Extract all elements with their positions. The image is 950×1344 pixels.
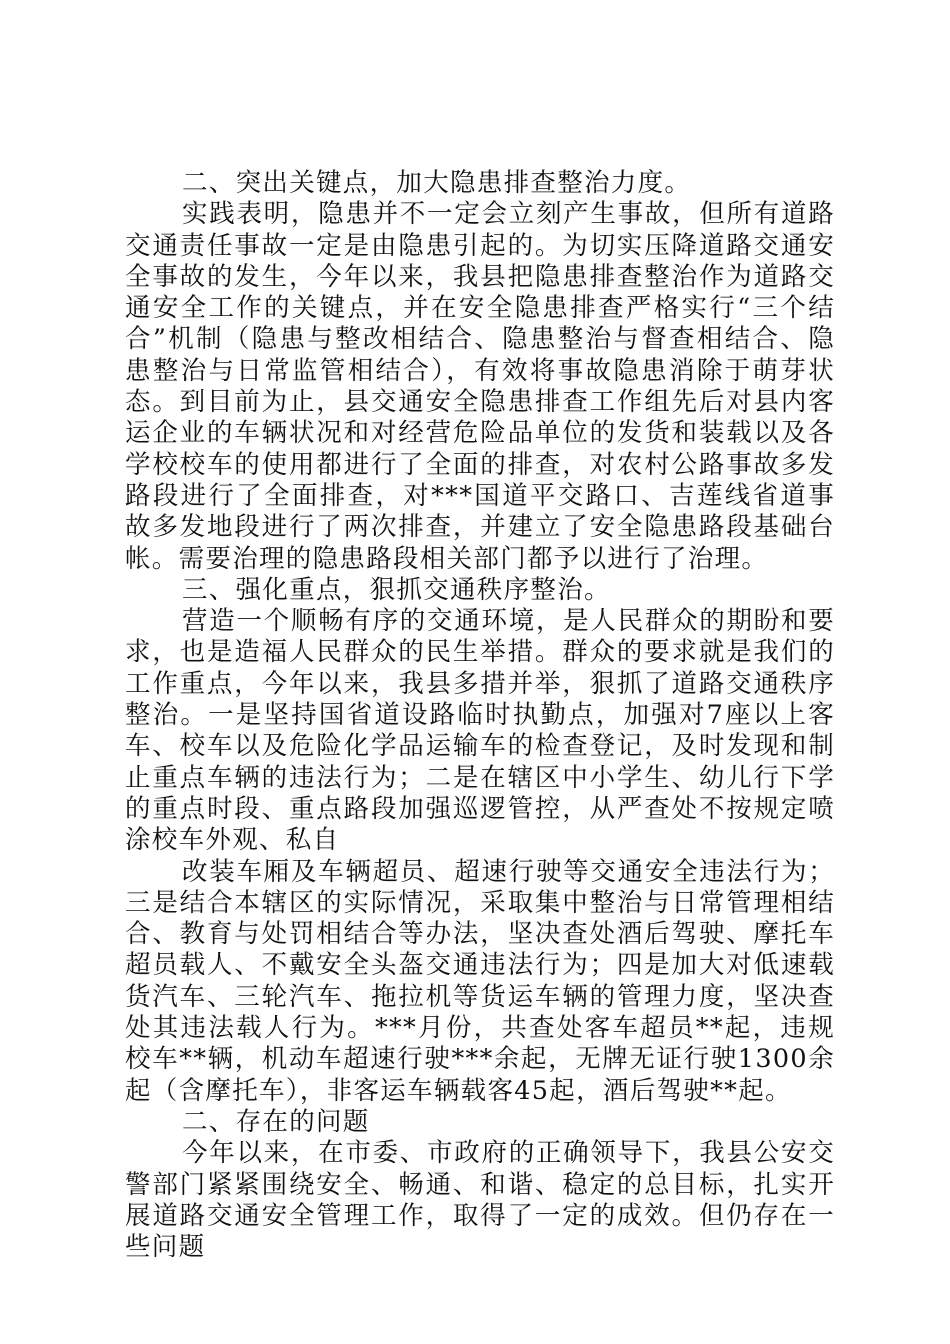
- section-heading-traffic-order: 三、强化重点，狠抓交通秩序整治。: [182, 574, 611, 605]
- paragraph-hazard-inspection: 实践表明，隐患并不一定会立刻产生事故，但所有道路交通责任事故一定是由隐患引起的。为切实压降道路交通安全事故的发生，今年以来，我县把隐患排查整治作为道路交通安全工作的关键点，并在安全隐患排查严格实行“三个结合”机制（隐患与整改相结合、隐患整治与督查相结合、隐患整治与日常监管相结合），有效将事故隐患消除于萌芽状态。到目前为止，县交通安全隐患排查工作组先后对县内客运企业的车辆状况和对经营危险品单位的发货和装载以及各学校校车的使用都进行了全面的排查，对农村公路事故多发路段进行了全面排查，对***国道平交路口、吉莲线省道事故多发地段进行了两次排查，并建立了安全隐患路段基础台帐。需要治理的隐患路段相关部门都予以进行了治理。: [125, 199, 835, 574]
- paragraph-problems-intro: 今年以来，在市委、市政府的正确领导下，我县公安交警部门紧紧围绕安全、畅通、和谐、稳定的总目标，扎实开展道路交通安全管理工作，取得了一定的成效。但仍存在一些问题: [125, 1138, 835, 1263]
- section-heading-key-points: 二、突出关键点，加大隐患排查整治力度。: [182, 168, 692, 198]
- document-page: [125, 168, 835, 1263]
- section-heading-problems: 二、存在的问题: [182, 1106, 370, 1137]
- paragraph-violation-statistics: 改装车厢及车辆超员、超速行驶等交通安全违法行为；三是结合本辖区的实际情况，采取集中整治与日常管理相结合、教育与处罚相结合等办法，坚决查处酒后驾驶、摩托车超员载人、不戴安全头盔交通违法行为；四是加大对低速载货汽车、三轮汽车、拖拉机等货运车辆的管理力度，坚决查处其违法载人行为。***月份，共查处客车超员**起，违规校车**辆，机动车超速行驶***余起，无牌无证行驶1300余起（含摩托车），非客运车辆载客45起，酒后驾驶**起。: [125, 856, 835, 1106]
- paragraph-traffic-order-measures: 营造一个顺畅有序的交通环境，是人民群众的期盼和要求，也是造福人民群众的民生举措。群众的要求就是我们的工作重点，今年以来，我县多措并举，狠抓了道路交通秩序整治。一是坚持国省道设路临时执勤点，加强对7座以上客车、校车以及危险化学品运输车的检查登记，及时发现和制止重点车辆的违法行为；二是在辖区中小学生、幼儿行下学的重点时段、重点路段加强巡逻管控，从严查处不按规定喷涂校车外观、私自: [125, 606, 835, 856]
